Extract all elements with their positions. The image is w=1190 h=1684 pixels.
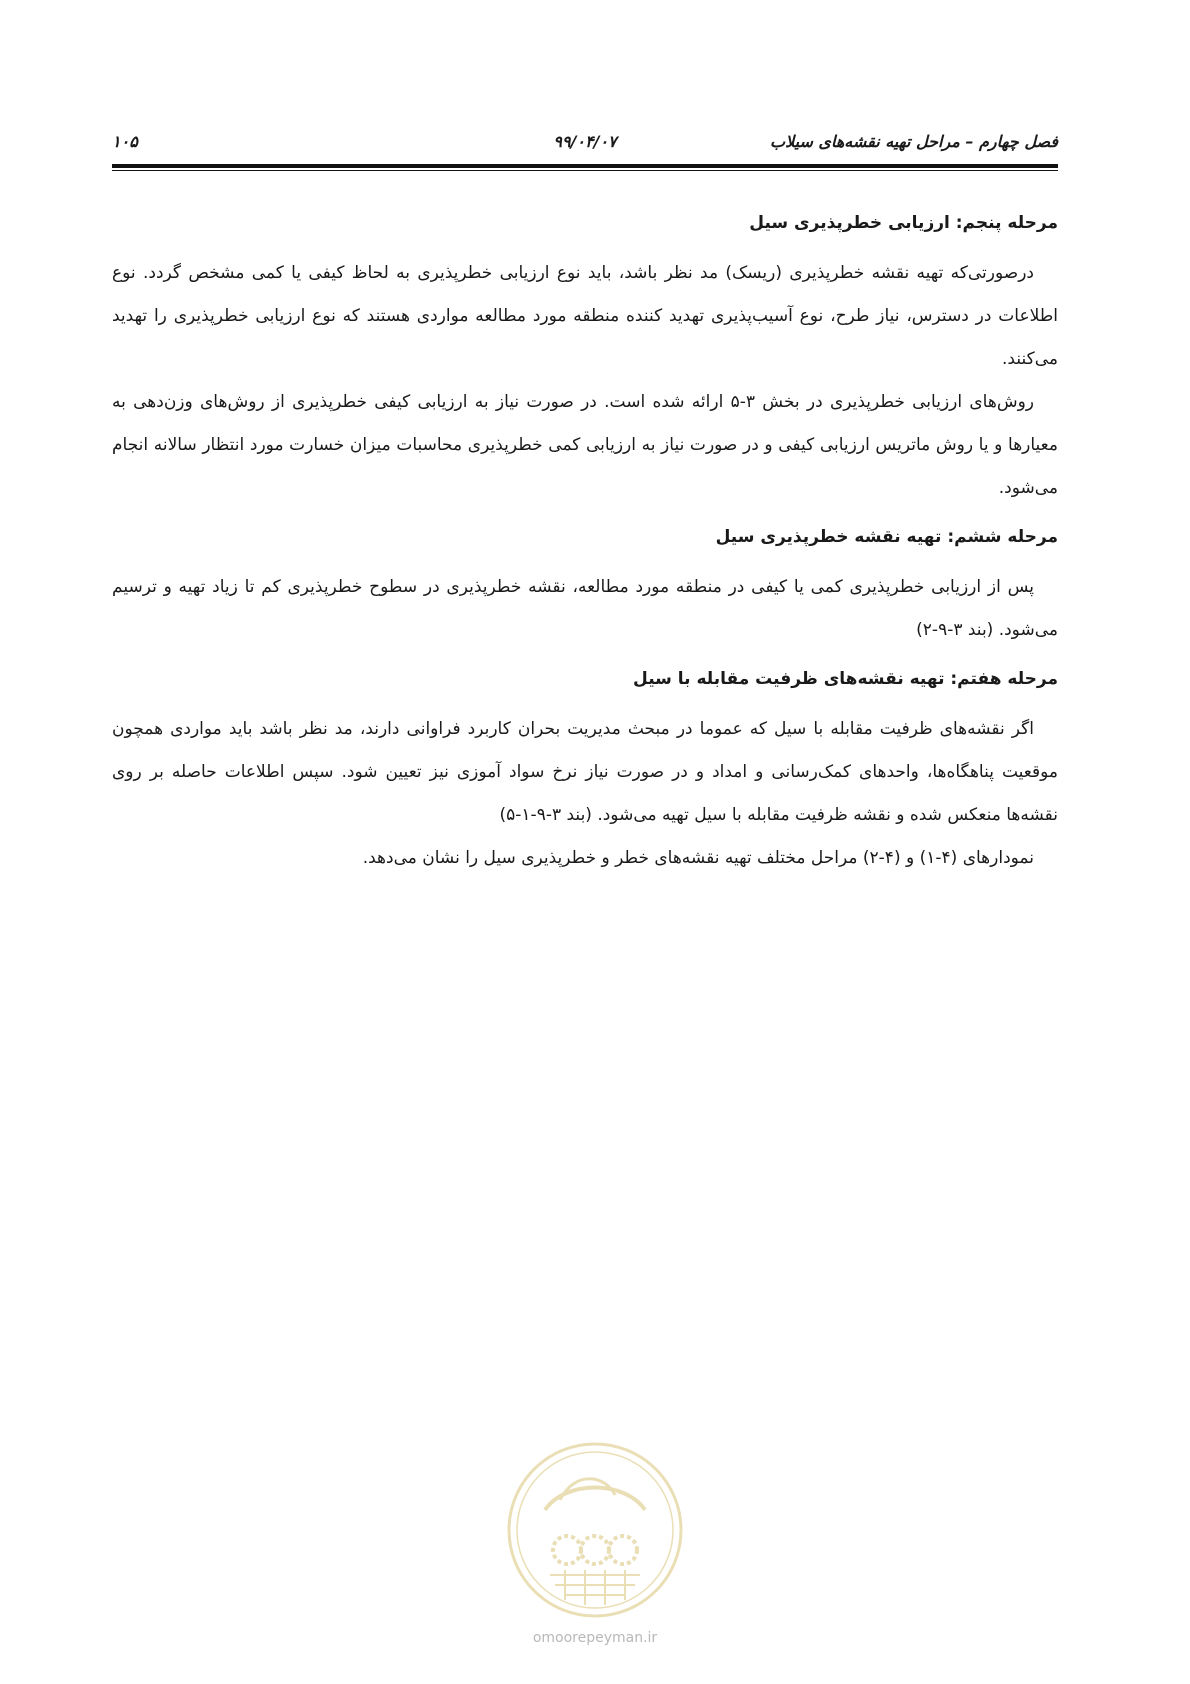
- paragraph: درصورتی‌که تهیه نقشه خطرپذیری (ریسک) مد نظر باشد، باید نوع ارزیابی خطرپذیری به لحاظ کیفی یا کمی مشخص گردد. نوع اطلاعات در دسترس، نیاز طرح، نوع آسیب‌پذیری تهدید کننده منطقه مورد مطالعه مواردی هستند که نوع ارزیابی خطرپذیری را تهدید می‌کنند.: [112, 263, 1058, 369]
- section-step-7: [112, 666, 1058, 880]
- watermark-site: omoorepeyman.ir: [532, 1630, 658, 1646]
- omoore-peyman-logo-icon: [505, 1440, 685, 1620]
- paragraph: نمودارهای (۴-۱) و (۴-۲) مراحل مختلف تهیه نقشه‌های خطر و خطرپذیری سیل را نشان می‌دهد.: [362, 848, 1034, 868]
- header-rule-thick: [112, 164, 1058, 168]
- section-step-5: [112, 210, 1058, 510]
- section-title: مرحله پنجم: ارزیابی خطرپذیری سیل: [749, 213, 1058, 233]
- paragraph: روش‌های ارزیابی خطرپذیری در بخش ۳-۵ ارائه شده است. در صورت نیاز به ارزیابی کیفی خطرپذیری از روش‌های وزن‌دهی به معیارها و یا روش ماتریس ارزیابی کیفی و در صورت نیاز به ارزیابی کمی خطرپذیری محاسبات میزان خسارت مورد انتظار سالانه انجام می‌شود.: [112, 392, 1058, 498]
- page-number: ۱۰۵: [112, 132, 138, 151]
- paragraph: پس از ارزیابی خطرپذیری کمی یا کیفی در منطقه مورد مطالعه، نقشه خطرپذیری در سطوح خطرپذیری کم تا زیاد تهیه و ترسیم می‌شود. (بند ۳-۹-۲): [112, 577, 1058, 640]
- page-body: [112, 210, 1058, 880]
- page-header: [112, 128, 1058, 156]
- section-step-6: [112, 524, 1058, 652]
- paragraph: اگر نقشه‌های ظرفیت مقابله با سیل که عموما در مبحث مدیریت بحران کاربرد فراوانی دارند، مد نظر باشد باید مواردی همچون موقعیت پناهگاه‌ها، واحدهای کمک‌رسانی و امداد و در صورت نیاز نرخ سواد آموزی نیز تعیین شود. سپس اطلاعات حاصله بر روی نقشه‌ها منعکس شده و نقشه ظرفیت مقابله با سیل تهیه می‌شود. (بند ۳-۹-۱-۵): [112, 719, 1058, 825]
- section-title: مرحله ششم: تهیه نقشه خطرپذیری سیل: [715, 527, 1058, 547]
- header-rule-thin: [112, 170, 1058, 171]
- section-title: مرحله هفتم: تهیه نقشه‌های ظرفیت مقابله با سیل: [633, 669, 1058, 689]
- revision-date: ۹۹/۰۴/۰۷: [553, 132, 617, 151]
- chapter-title: فصل چهارم – مراحل تهیه نقشه‌های سیلاب: [770, 132, 1058, 151]
